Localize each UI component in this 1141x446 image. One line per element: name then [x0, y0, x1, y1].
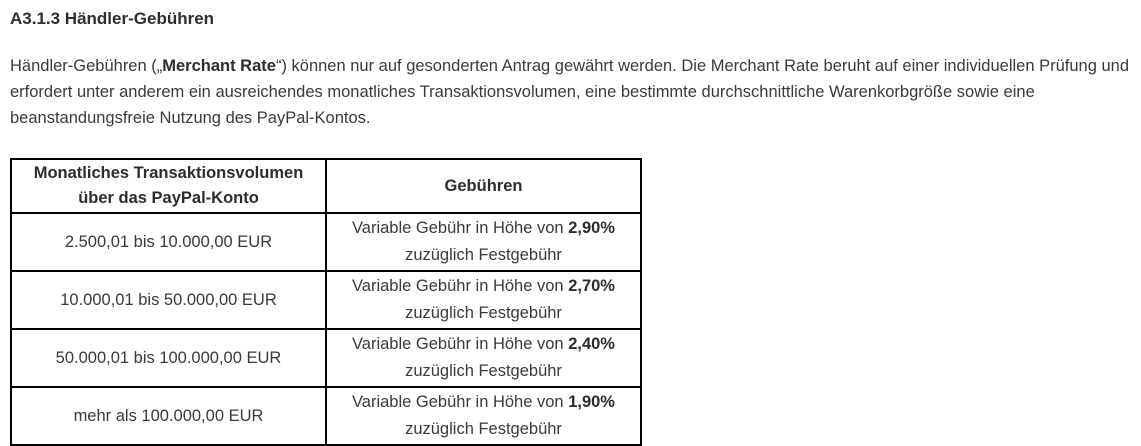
- table-row: [11, 213, 641, 271]
- fee-line1: [333, 273, 634, 300]
- merchant-rate-bold-term: Merchant Rate: [162, 57, 276, 75]
- fee-cell: [326, 329, 641, 387]
- fee-line1: [333, 215, 634, 242]
- fee-rate: 1,90%: [568, 393, 615, 411]
- fee-line1: [333, 331, 634, 358]
- paragraph-text-start: Händler-Gebühren („: [10, 57, 163, 75]
- fee-prefix: Variable Gebühr in Höhe von: [352, 393, 569, 411]
- table-row: [11, 387, 641, 445]
- table-row: [11, 271, 641, 329]
- table-row: [11, 329, 641, 387]
- volume-cell: 10.000,01 bis 50.000,00 EUR: [11, 271, 326, 329]
- header-cell-fees: [326, 159, 641, 213]
- header-fees-label: Gebühren: [444, 176, 523, 195]
- header-cell-transaction-volume: [11, 159, 326, 213]
- table-header-row: [11, 159, 641, 213]
- paragraph-text-rest: “) können nur auf gesonderten Antrag gewährt werden. Die Merchant Rate beruht auf einer individuellen Prüfung und erfordert unter anderem ein ausreichendes monatliches Transaktionsvolumen, eine bestimmte durchschnittliche Warenkorbgröße sowie eine beanstandungsfreie Nutzung des PayPal-Kontos.: [10, 57, 1129, 127]
- fee-line2: zuzüglich Festgebühr: [405, 362, 562, 380]
- merchant-fees-table: [10, 158, 642, 446]
- fee-rate: 2,70%: [568, 277, 615, 295]
- fee-line2: zuzüglich Festgebühr: [405, 304, 562, 322]
- fee-cell: [326, 387, 641, 445]
- fee-prefix: Variable Gebühr in Höhe von: [352, 335, 569, 353]
- volume-cell: 50.000,01 bis 100.000,00 EUR: [11, 329, 326, 387]
- fee-cell: [326, 213, 641, 271]
- header-volume-line1: Monatliches Transaktionsvolumen: [33, 164, 304, 182]
- fee-line2: zuzüglich Festgebühr: [405, 246, 562, 264]
- intro-paragraph: [10, 53, 1131, 131]
- fee-line2: zuzüglich Festgebühr: [405, 420, 562, 438]
- fee-cell: [326, 271, 641, 329]
- volume-cell: 2.500,01 bis 10.000,00 EUR: [11, 213, 326, 271]
- fee-prefix: Variable Gebühr in Höhe von: [352, 219, 569, 237]
- fee-rate: 2,90%: [568, 219, 615, 237]
- volume-cell: mehr als 100.000,00 EUR: [11, 387, 326, 445]
- fee-prefix: Variable Gebühr in Höhe von: [352, 277, 569, 295]
- header-volume-line2: über das PayPal-Konto: [78, 189, 259, 207]
- section-heading: A3.1.3 Händler-Gebühren: [10, 9, 215, 28]
- fee-line1: [333, 389, 634, 416]
- fee-rate: 2,40%: [568, 335, 615, 353]
